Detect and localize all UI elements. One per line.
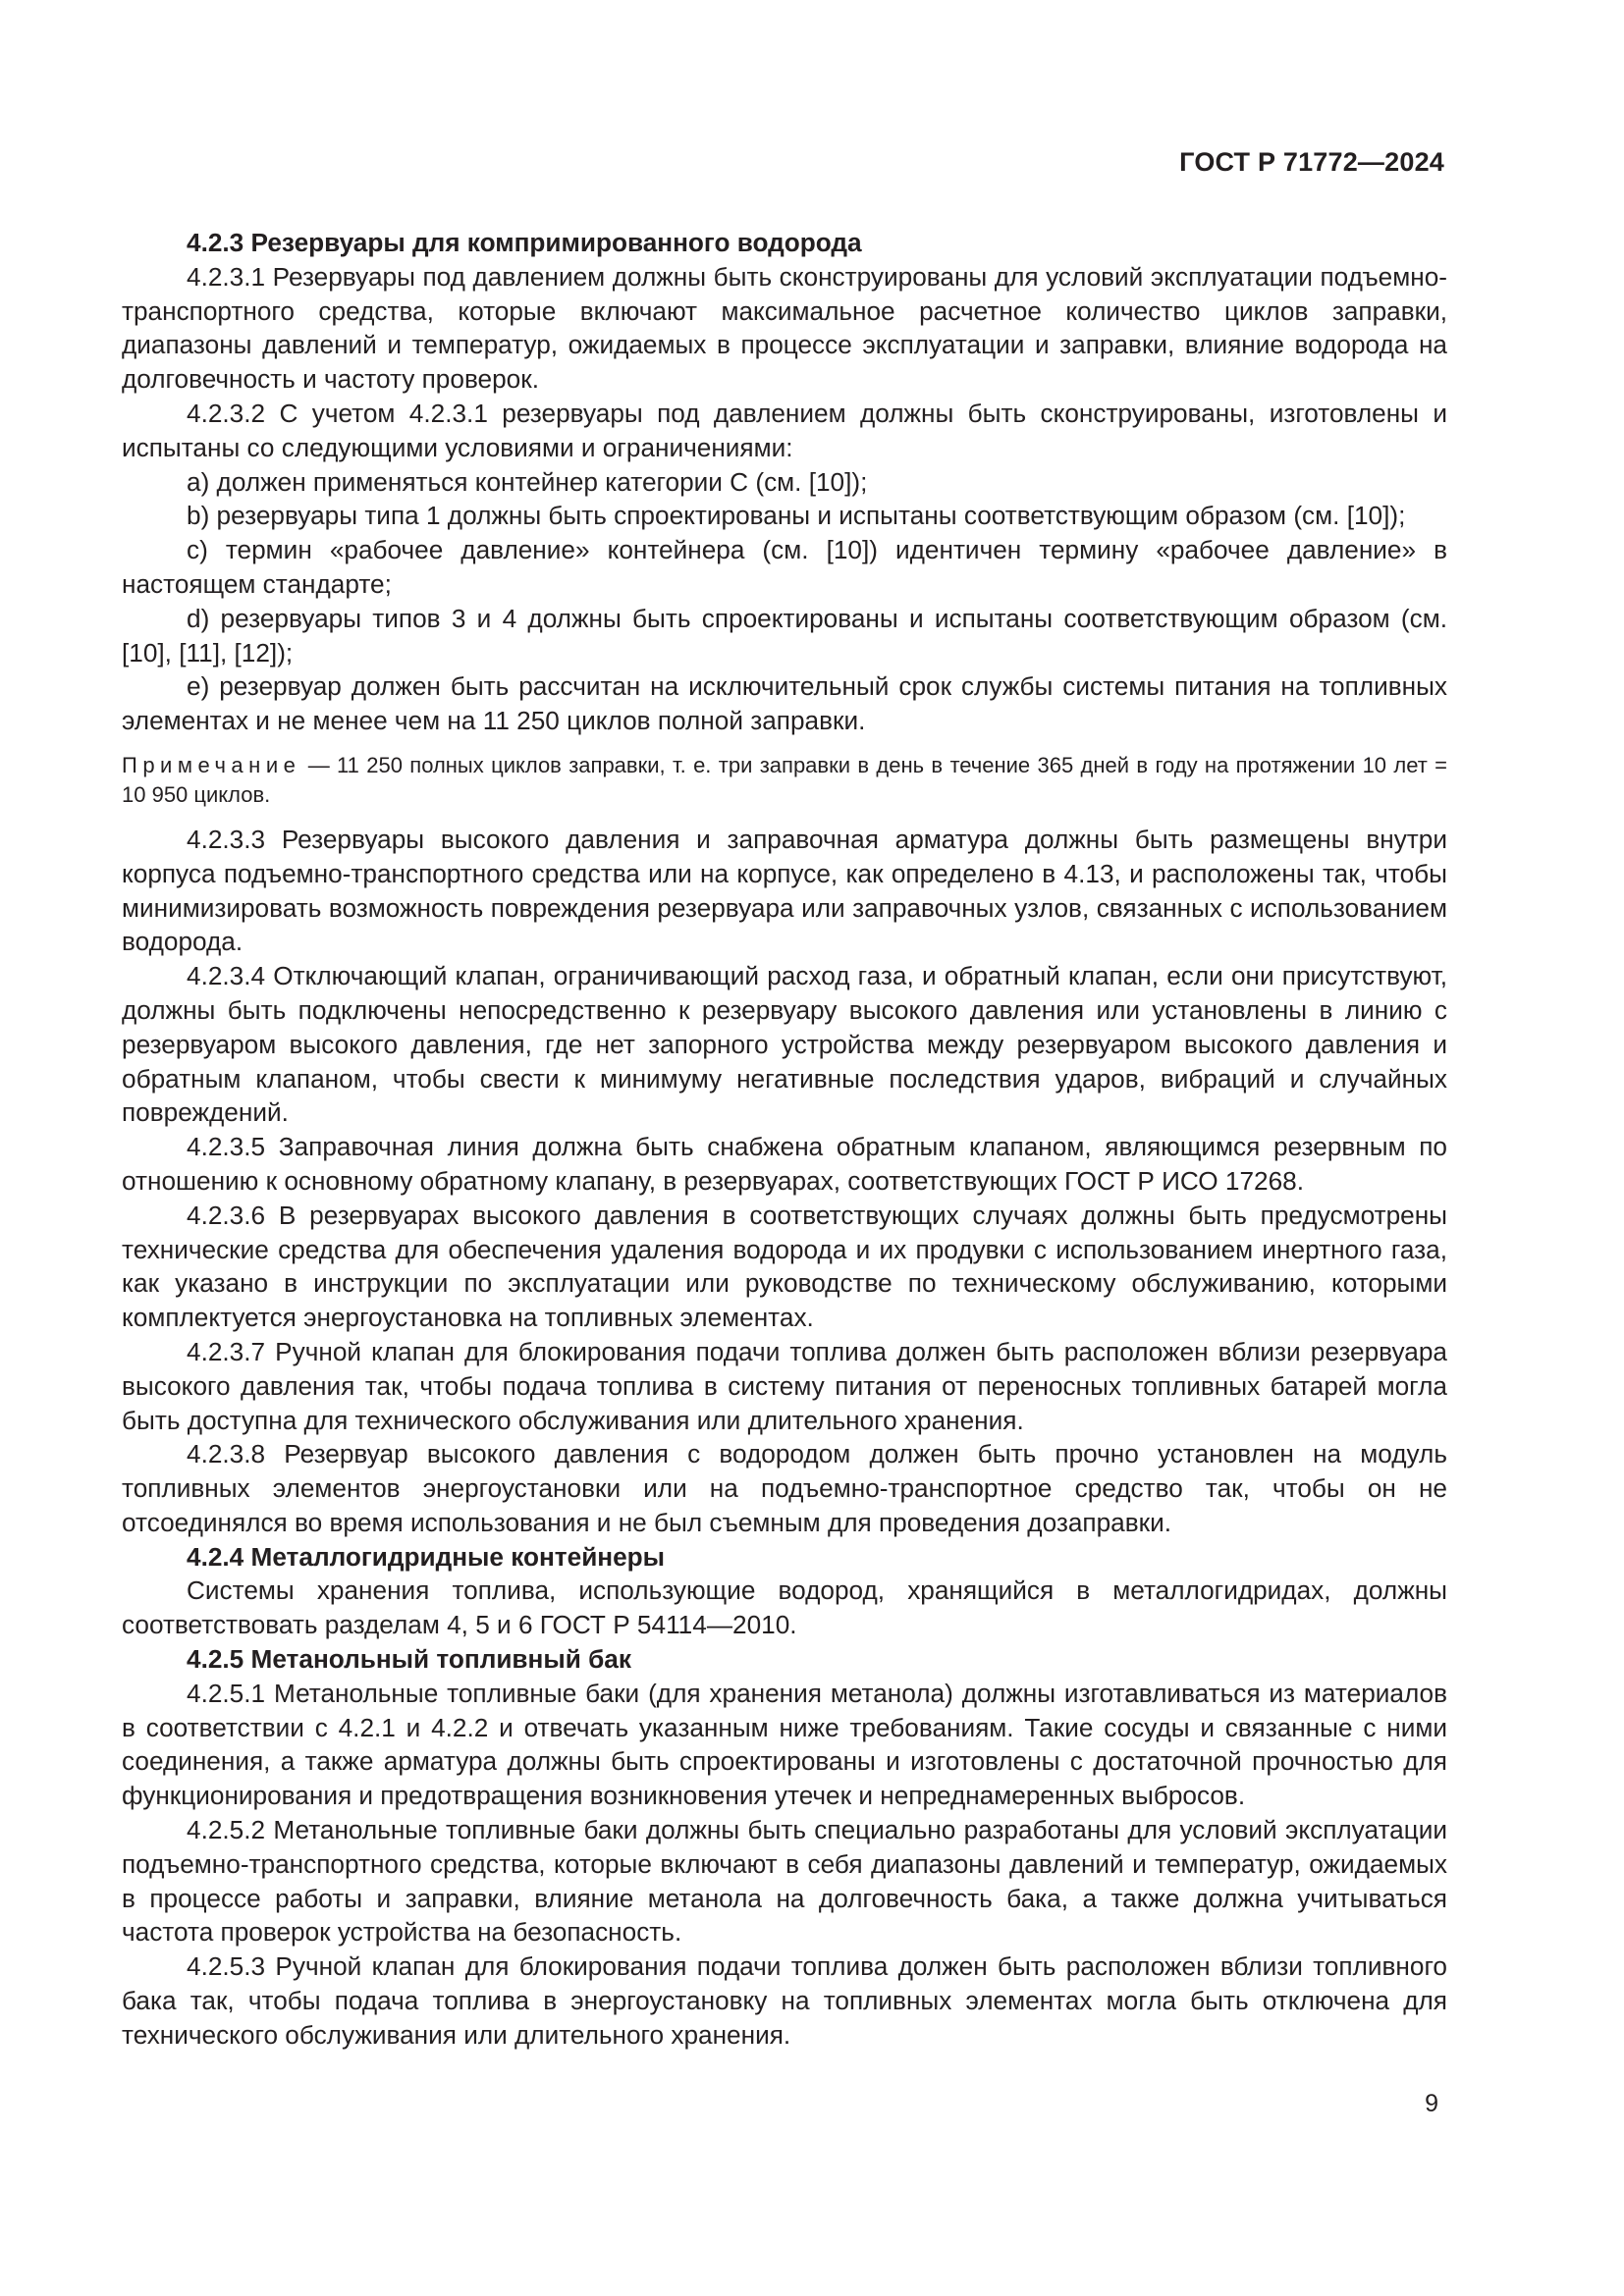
section-heading-4-2-3: 4.2.3 Резервуары для компримированного водорода bbox=[187, 228, 862, 257]
list-item-a: a) должен применяться контейнер категории С (см. [10]); bbox=[187, 466, 868, 497]
paragraph-4-2-3-7: 4.2.3.7 Ручной клапан для блокирования подачи топлива должен быть расположен вблизи резервуара высокого давления так, чтобы подача топлива в систему питания от переносных топливных батарей могла быть доступна для технического обслуживания или длительного хранения. bbox=[122, 1336, 1447, 1435]
note-text: — 11 250 полных циклов заправки, т. е. три заправки в день в течение 365 дней в году на протяжении 10 лет = 10 950 циклов. bbox=[122, 752, 1447, 807]
list-item-c: c) термин «рабочее давление» контейнера (см. [10]) идентичен термину «рабочее давление» в настоящем стандарте; bbox=[122, 535, 1447, 599]
document-header: ГОСТ Р 71772—2024 bbox=[1179, 147, 1444, 177]
note-label: Примечание bbox=[122, 752, 301, 777]
section-heading-4-2-4: 4.2.4 Металлогидридные контейнеры bbox=[187, 1541, 666, 1572]
list-item-b: b) резервуары типа 1 должны быть спроектированы и испытаны соответствующим образом (см. [10]); bbox=[187, 501, 1406, 531]
paragraph-4-2-5-2: 4.2.5.2 Метанольные топливные баки должны быть специально разработаны для условий эксплуатации подъемно-транспортного средства, которые включают в себя диапазоны давлений и температур, ожидаемых в процессе работы и заправки, влияние метанола на долговечность бака, а также должна учитываться частота проверок устройства на безопасность. bbox=[122, 1815, 1447, 1948]
section-heading-4-2-5: 4.2.5 Метанольный топливный бак bbox=[187, 1644, 631, 1675]
paragraph-4-2-3-6: 4.2.3.6 В резервуарах высокого давления в соответствующих случаях должны быть предусмотрены технические средства для обеспечения удаления водорода и их продувки с использованием инертного газа, как указано в инструкции по эксплуатации или руководстве по техническому обслуживанию, которыми комплектуется энергоустановка на топливных элементах. bbox=[122, 1200, 1447, 1333]
paragraph-4-2-4: Системы хранения топлива, использующие водород, хранящийся в металлогидридах, должны соответствовать разделам 4, 5 и 6 ГОСТ Р 54114—2010. bbox=[122, 1575, 1447, 1640]
document-body bbox=[122, 226, 1447, 2053]
paragraph-4-2-3-1: 4.2.3.1 Резервуары под давлением должны быть сконструированы для условий эксплуатации подъемно-транспортного средства, которые включают максимальное расчетное количество циклов заправки, диапазоны давлений и температур, ожидаемых в процессе эксплуатации и заправки, влияние водорода на долговечность и частоту проверок. bbox=[122, 261, 1447, 395]
paragraph-4-2-3-4: 4.2.3.4 Отключающий клапан, ограничивающий расход газа, и обратный клапан, если они присутствуют, должны быть подключены непосредственно к резервуару высокого давления или установлены в линию с резервуаром высокого давления, где нет запорного устройства между резервуаром высокого давления и обратным клапаном, чтобы свести к минимуму негативные последствия ударов, вибраций и случайных повреждений. bbox=[122, 961, 1447, 1128]
paragraph-4-2-3-3: 4.2.3.3 Резервуары высокого давления и заправочная арматура должны быть размещены внутри корпуса подъемно-транспортного средства или на корпусе, как определено в 4.13, и расположены так, чтобы минимизировать возможность повреждения резервуара или заправочных узлов, связанных с использованием водорода. bbox=[122, 824, 1447, 957]
paragraph-4-2-5-3: 4.2.5.3 Ручной клапан для блокирования подачи топлива должен быть расположен вблизи топливного бака так, чтобы подача топлива в энергоустановку на топливных элементах могла быть отключена для технического обслуживания или длительного хранения. bbox=[122, 1951, 1447, 2050]
paragraph-4-2-3-5: 4.2.3.5 Заправочная линия должна быть снабжена обратным клапаном, являющимся резервным по отношению к основному обратному клапану, в резервуарах, соответствующих ГОСТ Р ИСО 17268. bbox=[122, 1132, 1447, 1196]
list-item-d: d) резервуары типов 3 и 4 должны быть спроектированы и испытаны соответствующим образом (см. [10], [11], [12]); bbox=[122, 603, 1447, 667]
list-item-e: e) резервуар должен быть рассчитан на исключительный срок службы системы питания на топливных элементах и не менее чем на 11 250 циклов полной заправки. bbox=[122, 671, 1447, 736]
paragraph-4-2-3-8: 4.2.3.8 Резервуар высокого давления с водородом должен быть прочно установлен на модуль топливных элементов энергоустановки или на подъемно-транспортное средство так, чтобы он не отсоединялся во время использования и не был съемным для проведения дозаправки. bbox=[122, 1439, 1447, 1537]
paragraph-4-2-3-2: 4.2.3.2 С учетом 4.2.3.1 резервуары под давлением должны быть сконструированы, изготовлены и испытаны со следующими условиями и ограничениями: bbox=[122, 398, 1447, 462]
paragraph-4-2-5-1: 4.2.5.1 Метанольные топливные баки (для хранения метанола) должны изготавливаться из материалов в соответствии с 4.2.1 и 4.2.2 и отвечать указанным ниже требованиям. Такие сосуды и связанные с ними соединения, а также арматура должны быть спроектированы и изготовлены с достаточной прочностью для функционирования и предотвращения возникновения утечек и непреднамеренных выбросов. bbox=[122, 1678, 1447, 1811]
page-number: 9 bbox=[1425, 2090, 1438, 2117]
note bbox=[122, 751, 1447, 810]
